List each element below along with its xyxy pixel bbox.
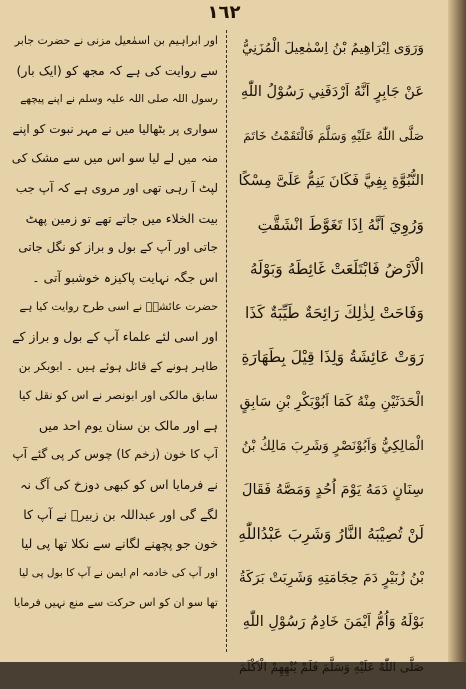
arabic-text-line: الْمَالِكِيُّ وَاَبُوْنَصْرٍ وَشَرِبَ مَالِكُ بْنُ [241,437,424,454]
urdu-text-line: سے روایت کی ہے کہ مجھ کو (ایک بار) [16,62,218,78]
arabic-text-line: وَفَاحَتْ لِذٰلِكَ رَائِحَةٌ طَيِّبَةٌ كَذَا [244,304,424,323]
column-divider [226,30,227,652]
urdu-text-line: لگے گی اور عبداللہ بن زبیرؓ نے آپ کا [23,506,218,522]
arabic-text-line: صَلَّى اللّٰهُ عَلَيْهِ وَسَلَّمَ فَالْتَقَمْتُ خَاتَمَ [243,128,424,144]
arabic-text-line: صَلَّى اللّٰهُ عَلَيْهِ وَسَلَّمَ فَلَمْ يُنْهِهِمْ الْاَكْلَمَ [239,659,424,674]
arabic-text-line: عَنْ جَابِرٍ اَنَّهُ اَرْدَفَنِي رَسُوْلُ اللّٰهِ [240,84,424,101]
urdu-text-line: اور اسی لئے علماء آپ کے بول و براز کے [12,328,218,344]
urdu-translation-column [12,26,218,618]
urdu-text-line: طاہر ہونے کے قائل ہوئے ہیں ۔ ابوبکر بن [18,358,218,373]
urdu-text-line: خون جو پچھنے لگانے سے نکلا تھا پی لیا [20,536,218,552]
arabic-text-line: وَرُوِيَ اَنَّهُ اِذَا تَغَوَّطَ انْشَقَّتِ [257,215,424,234]
urdu-text-line: حضرت عائشہؓ نے اسی طرح روایت کیا ہے [19,300,218,314]
page-edge-shadow [448,0,466,662]
urdu-text-line: منہ میں لے لیا سو اس میں سے مشک کی [12,151,218,166]
urdu-text-line: نے فرمایا اس کو کبھی دوزخ کی آگ نہ [20,476,218,492]
urdu-text-line: سواری پر بٹھالیا میں نے مہر نبوت کو اپنے [12,121,218,136]
urdu-text-line: رسول اللہ صلی اللہ علیہ وسلم نے اپنے پیچھے [20,93,218,106]
arabic-text-line: رَوَتْ عَائِشَةُ وَلِذَا قِيْلَ بِطَهَارَةِ [241,348,424,367]
urdu-text-line: اس جگہ نہایت پاکیزہ خوشبو آتی ۔ [32,269,218,285]
urdu-text-line: اور ابراہیم بن اسمٰعیل مزنی نے حضرت جابر [14,34,218,47]
arabic-text-column [238,26,424,689]
urdu-text-line: ہے اور مالک بن سنان یوم احد میں [38,417,218,433]
arabic-text-line: الْاَرْضُ فَابْتَلَعَتْ غَائِطَهُ وَبَوْلَهُ [249,259,424,278]
arabic-text-line: بَوْلَهُ وَاُمُّ اَيْمَنَ خَادِمُ رَسُوْلِ اللّٰهِ [242,614,424,631]
urdu-text-line: اور آپ کی خادمہ ام ایمن نے آپ کا بول پی لیا [18,566,218,579]
urdu-text-line: لپٹ آ رہی تھی اور مروی ہے کہ آپ جب [15,180,218,195]
page-number: ١٦٢ [207,2,241,23]
arabic-text-line: لَنْ تُصِيْبَهُ النَّارُ وَشَرِبَ عَبْدُاللّٰهِ [238,525,424,544]
urdu-text-line: آپ کا خون (زخم کا) چوس کر پی گئے آپ [12,447,218,462]
arabic-text-line: سِنَانٍ دَمَهُ يَوْمَ اُحُدٍ وَمَصَّهُ فَقَالَ [241,481,424,498]
urdu-text-line: سابق مالکی اور ابونصر نے اس کو نقل کیا [18,388,218,403]
urdu-text-line: جاتی اور آپ کے بول و براز کو نگل جاتی [18,240,218,255]
arabic-text-line: وَرَوَى اِبْرَاهِيمُ بْنُ اِسْمٰعِيلَ الْمُزَنِيُّ [241,40,424,56]
arabic-text-line: النُّبُوَّةِ بِفِيَّ فَكَانَ يَنِمُّ عَلَىَّ مِسْكًا [238,172,424,189]
urdu-text-line: تھا سو ان کو اس حرکت سے منع نہیں فرمایا [13,596,218,610]
urdu-text-line: بیت الخلاء میں جاتے تھے تو زمین پھٹ [25,210,218,226]
arabic-text-line: الْحَدَثَيْنِ مِنْهُ كَمَا اَبُوْبَكْرِ بْنِ سَابِقٍ [239,393,424,410]
arabic-text-line: بْنُ زُبَيْرٍ دَمَ حِجَامَتِهِ وَشَرِبَتْ بَرَكَةُ [238,570,424,587]
